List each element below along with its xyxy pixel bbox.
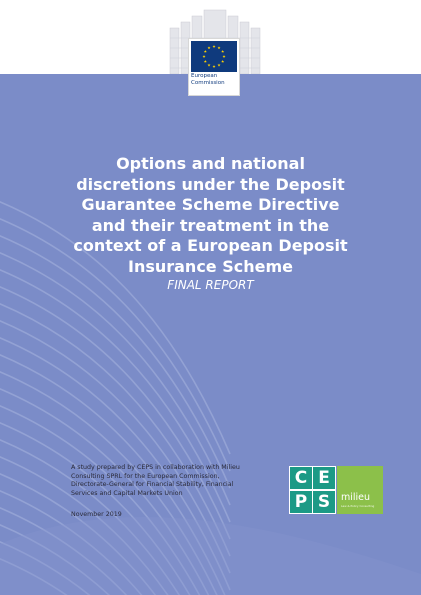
study-line: Services and Capital Markets Union bbox=[71, 489, 183, 497]
title-line: Options and national bbox=[116, 154, 305, 173]
cover-body bbox=[0, 74, 421, 595]
milieu-wordmark: milieu bbox=[341, 492, 371, 503]
report-subtitle: FINAL REPORT bbox=[167, 278, 254, 292]
ceps-letter: E bbox=[313, 467, 335, 489]
study-description bbox=[71, 464, 283, 498]
title-line: and their treatment in the bbox=[91, 215, 330, 235]
ceps-letter: S bbox=[313, 491, 335, 513]
study-line: A study prepared by CEPS in collaboration with Milieu bbox=[71, 464, 240, 471]
publication-date: November 2019 bbox=[71, 511, 122, 518]
decorative-curve bbox=[0, 279, 230, 539]
title-block bbox=[0, 154, 421, 292]
study-line: Consulting SPRL for the European Commission, bbox=[71, 472, 220, 480]
title-line: context of a European Deposit bbox=[73, 236, 348, 255]
logo-text-line1: European bbox=[191, 73, 218, 79]
cover-header bbox=[0, 0, 421, 86]
ceps-letter: C bbox=[290, 467, 312, 489]
milieu-tagline: Law & Policy Consulting bbox=[341, 504, 375, 508]
logo-text-line2: Commission bbox=[191, 80, 225, 86]
eu-flag-icon bbox=[191, 41, 237, 72]
report-title bbox=[0, 154, 421, 277]
title-line: Insurance Scheme bbox=[127, 256, 293, 276]
study-line: Directorate-General for Financial Stability, Financial bbox=[71, 481, 234, 489]
european-commission-wordmark bbox=[191, 73, 239, 87]
title-line: discretions under the Deposit bbox=[76, 174, 345, 194]
milieu-logo bbox=[337, 466, 383, 514]
decorative-curves bbox=[0, 74, 421, 595]
ceps-letter: P bbox=[290, 491, 312, 513]
ceps-logo bbox=[289, 466, 336, 514]
european-commission-logo bbox=[188, 38, 240, 96]
title-line: Guarantee Scheme Directive bbox=[81, 195, 340, 214]
